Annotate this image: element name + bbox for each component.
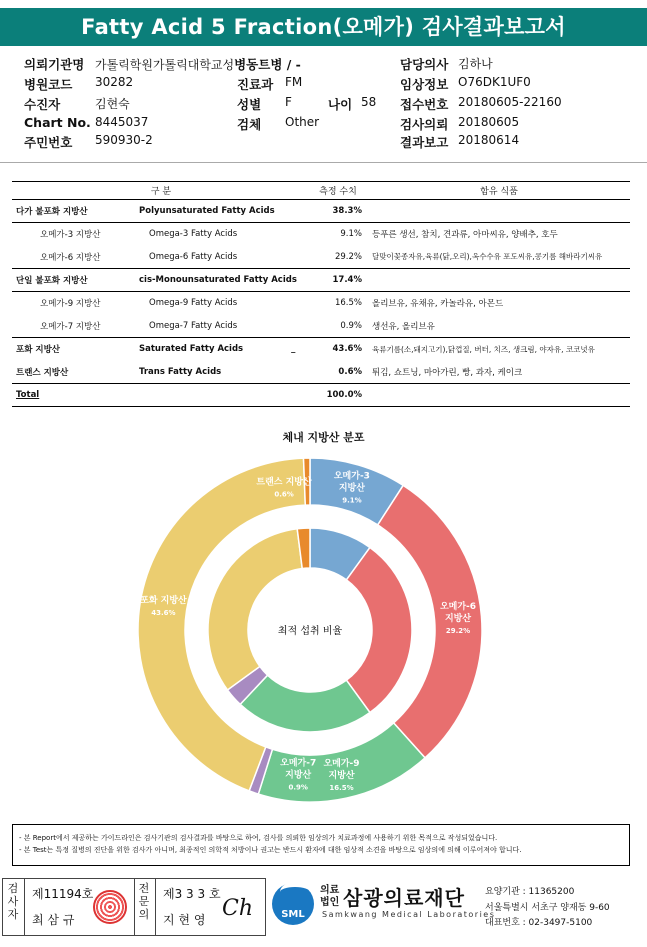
row-name-ko: 오메가-3 지방산 [40, 230, 101, 241]
table-row [12, 292, 630, 315]
slice-label-text: 지방산 [338, 483, 365, 494]
wave-icon [280, 882, 310, 902]
signature: Ch [222, 896, 254, 921]
specimen-value: Other [285, 115, 320, 129]
row-name-ko: 트랜스 지방산 [12, 361, 135, 384]
slice-label-text: 오메가-3 [333, 471, 370, 482]
rrn-value: 590930-2 [95, 133, 153, 147]
sex-label: 성별 [237, 97, 262, 112]
report-title: Fatty Acid 5 Fraction(오메가) 검사결과보고서 [0, 8, 647, 46]
phone: 대표번호 : 02-3497-5100 [485, 918, 593, 928]
center-label: 최적 섭취 비율 [277, 626, 343, 637]
table-row [12, 338, 630, 361]
institution-label: 의뢰기관명 [24, 57, 85, 72]
row-name-en: Polyunsaturated Fatty Acids [135, 200, 310, 223]
row-name-en: Omega-7 Fatty Acids [135, 315, 310, 338]
age-label: 나이 [328, 97, 353, 112]
examiner-license: 제11194호 [32, 887, 94, 901]
receipt-label: 접수번호 [400, 97, 449, 112]
chart-title: 체내 지방산 분포 [282, 431, 365, 444]
row-food: 올리브유, 유채유, 카놀라유, 아몬드 [372, 299, 504, 310]
row-food: 달맞이꽃종자유,육류(닭,오리),옥수수유 포도씨유,콩기름 해바라기씨유 [368, 246, 630, 269]
chart-label: Chart No. [24, 115, 91, 130]
clinical-value: O76DK1UF0 [458, 75, 531, 89]
row-value: 38.3% [310, 200, 368, 223]
row-name-en: Omega-9 Fatty Acids [149, 298, 238, 309]
slice-label-text: 오메가-7 [280, 758, 317, 769]
row-name-en [135, 338, 310, 361]
row-name-en: Omega-6 Fatty Acids [135, 246, 310, 269]
row-food: 생선유, 올리브유 [368, 315, 630, 338]
slice-label-text: 포화 지방산 [140, 596, 187, 607]
slice-label-text: 0.9% [288, 783, 308, 792]
row-name-ko: 포화 지방산 [16, 345, 61, 356]
row-value: 0.9% [310, 315, 368, 338]
clinical-label: 임상정보 [400, 77, 449, 92]
divider [0, 162, 647, 163]
disclaimer-box [12, 824, 630, 866]
slice-label-text: 0.6% [274, 490, 294, 499]
dept-value: FM [285, 75, 303, 89]
report-value: 20180614 [458, 133, 520, 147]
address: 서울특별시 서초구 양재동 9-60 [485, 903, 610, 913]
corp-type: 의료 법인 [320, 885, 340, 908]
table-row [12, 223, 630, 246]
sex-value: F [285, 95, 292, 109]
pathologist-label: 전문의 [138, 882, 150, 921]
patient-label: 수진자 [24, 97, 61, 112]
slice-label-text: 43.6% [151, 609, 176, 618]
institution-value: 가톨릭학원가톨릭대학교성 [95, 58, 235, 72]
examiner-label: 검사자 [7, 882, 19, 921]
hospcode-value: 30282 [95, 75, 134, 89]
slice-label-text: 9.1% [342, 496, 362, 505]
row-value: 16.5% [334, 298, 362, 309]
pathologist-license: 제3 3 3 호 [163, 887, 221, 901]
corp-name-en: Samkwang Medical Laboratories [322, 910, 496, 919]
slice-label-text: 오메가-6 [439, 602, 477, 613]
receipt-value: 20180605-22160 [458, 95, 562, 109]
row-name-en: cis-Monounsaturated Fatty Acids [135, 269, 310, 292]
table-row-total [12, 384, 630, 407]
row-value: 43.6% [332, 344, 362, 355]
rrn-label: 주민번호 [24, 135, 73, 150]
doctor-value: 김하나 [458, 57, 493, 71]
slice-label-text: 오메가-9 [323, 759, 360, 770]
seal-stamp [93, 890, 127, 924]
table-row [12, 200, 630, 223]
facility-code: 요양기관 : 11365200 [485, 887, 575, 897]
row-food: 튀김, 쇼트닝, 마아가린, 빵, 과자, 케이크 [368, 361, 630, 384]
header-value: 측정 수치 [310, 182, 368, 200]
slice-label-text: 지방산 [444, 614, 472, 625]
row-name-en [135, 384, 310, 407]
disclaimer-line: - 본 Report에서 제공하는 가이드라인은 검사기관의 검사결과를 바탕으로 하여, 검사를 의뢰한 임상의가 치료과정에 사용하기 위한 목적으로 작성되었습니다. [19, 834, 498, 842]
report-label: 결과보고 [400, 135, 449, 150]
request-label: 검사의뢰 [400, 117, 449, 132]
slice-label-text: 29.2% [445, 627, 471, 636]
table-row [12, 361, 630, 384]
age-value: 58 [361, 95, 377, 109]
donut-chart [130, 455, 490, 805]
table-row [12, 246, 630, 269]
doctor-label: 담당의사 [400, 57, 449, 72]
row-name-ko: 오메가-9 지방산 [40, 299, 101, 310]
corp-name: 삼광의료재단 [343, 886, 465, 910]
row-food [368, 384, 630, 407]
specimen-label: 검체 [237, 117, 262, 132]
row-food [368, 269, 630, 292]
row-food: 육류기름(소,돼지고기),닭껍질, 버터, 치즈, 생크림, 야자유, 코코넛유 [372, 344, 595, 354]
results-table [12, 181, 630, 407]
hospcode-label: 병원코드 [24, 77, 73, 92]
slice-label-text: 지방산 [285, 770, 312, 781]
patient-value: 김현숙 [95, 97, 130, 111]
table-row [12, 315, 630, 338]
row-name-ko: 단일 불포화 지방산 [12, 269, 135, 292]
dept-label: 진료과 [237, 77, 274, 92]
row-name-ko: 오메가-7 지방산 [12, 315, 135, 338]
row-value: 9.1% [340, 229, 362, 240]
examiner-name: 최 삼 규 [32, 913, 75, 927]
table-row [12, 269, 630, 292]
chart-value: 8445037 [95, 115, 149, 129]
ward-label: 병동트병 / - [234, 57, 301, 72]
sml-logo-icon: SML [272, 883, 314, 925]
row-food [368, 200, 630, 223]
row-name-ko: 오메가-6 지방산 [12, 246, 135, 269]
row-mark: _ [291, 344, 296, 355]
total-label: Total [16, 390, 40, 400]
table-header [12, 182, 630, 200]
header-food: 함유 식품 [368, 182, 630, 200]
row-food: 등푸른 생선, 참치, 견과류, 아마씨유, 양배추, 호두 [372, 230, 558, 241]
slice-label-text: 트랜스 지방산 [256, 477, 312, 488]
total-value: 100.0% [310, 384, 368, 407]
row-value: 17.4% [310, 269, 368, 292]
pathologist-name: 지 현 영 [163, 913, 206, 927]
row-name-ko: 다가 불포화 지방산 [12, 200, 135, 223]
row-name-en-text: Saturated Fatty Acids [139, 344, 244, 355]
header-category: 구 분 [12, 182, 310, 200]
footer [0, 878, 647, 936]
row-name-en: Trans Fatty Acids [135, 361, 310, 384]
slice-label-text: 16.5% [329, 784, 354, 793]
request-value: 20180605 [458, 115, 520, 129]
disclaimer-line: - 본 Test는 특정 질병의 진단을 위한 검사가 아니며, 최종적인 의학적 처방이나 권고는 반드시 환자에 대한 임상적 소견을 바탕으로 임상의에 의해 이루어져야 합니다. [19, 846, 522, 854]
row-value: 0.6% [310, 361, 368, 384]
row-name-en: Omega-3 Fatty Acids [149, 229, 238, 240]
row-value: 29.2% [310, 246, 368, 269]
slice-label-text: 지방산 [328, 771, 355, 782]
